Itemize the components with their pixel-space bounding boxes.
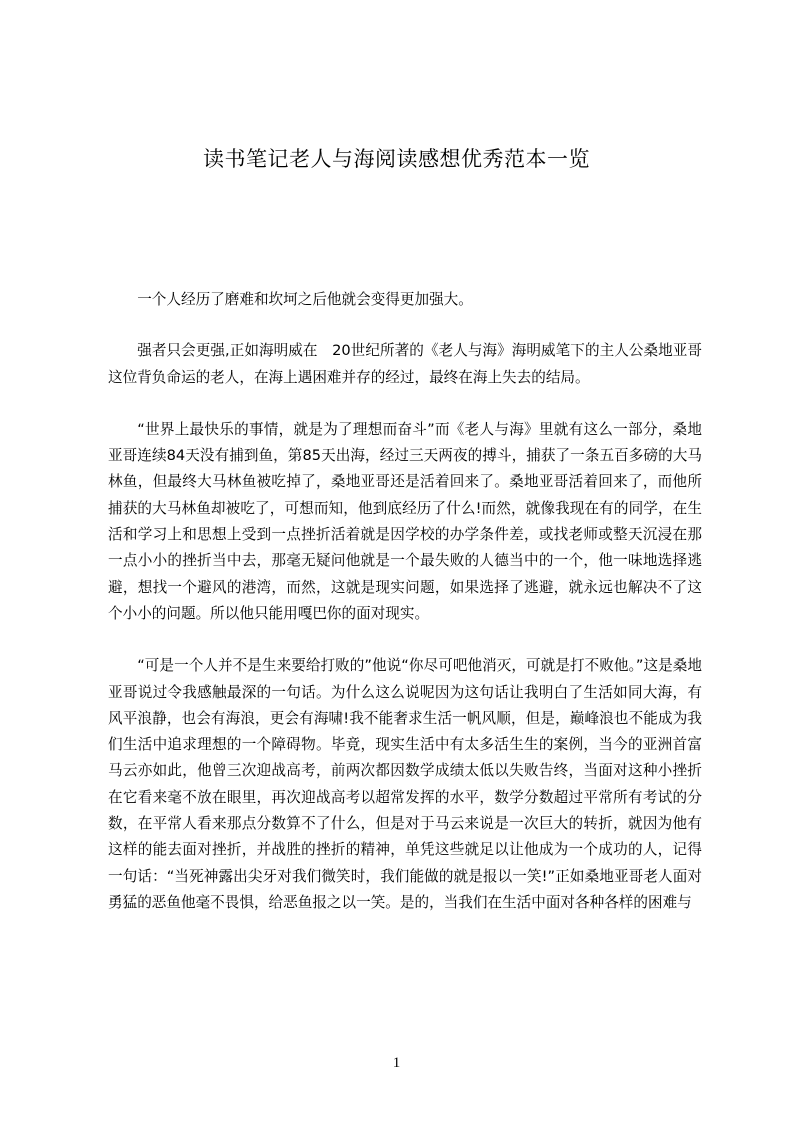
paragraph-1: 一个人经历了磨难和坎坷之后他就会变得更加强大。 <box>137 291 473 308</box>
paragraph-4: “可是一个人并不是生来要给打败的”他说“你尽可吧他消灭，可就是打不败他。”这是桑地亚哥说过令我感触最深的一句话。为什么这么说呢因为这句话让我明白了生活如同大海，有风平浪静，也会有海浪，更会有海啸!我不能奢求生活一帆风顺，但是，巅峰浪也不能成为我们生活中追求理想的一个障碍物。毕竟，现实生活中有太多活生生的案例，当今的亚洲首富马云亦如此，他曾三次迎战高考，前两次都因数学成绩太低以失败告终，当面对这种小挫折在它看来毫不放在眼里，再次迎战高考以超常发挥的水平，数学分数超过平常所有考试的分数，在平常人看来那点分数算不了什么，但是对于马云来说是一次巨大的转折，就因为他有这样的能去面对挫折，并战胜的挫折的精神，单凭这些就足以让他成为一个成功的人，记得一句话：“当死神露出尖牙对我们微笑时，我们能做的就是报以一笑!”正如桑地亚哥老人面对勇猛的恶鱼他毫不畏惧，给恶鱼报之以一笑。是的，当我们在生活中面对各种各样的困难与 <box>108 657 702 911</box>
document-body <box>108 287 702 916</box>
document-title: 读书笔记老人与海阅读感想优秀范本一览 <box>203 147 590 171</box>
paragraph-3: “世界上最快乐的事情，就是为了理想而奋斗”而《老人与海》里就有这么一部分，桑地亚哥连续84天没有捕到鱼，第85天出海，经过三天两夜的搏斗，捕获了一条五百多磅的大马林鱼，但最终大马林鱼被吃掉了，桑地亚哥还是活着回来了。桑地亚哥活着回来了，而他所捕获的大马林鱼却被吃了，可想而知，他到底经历了什么!而然，就像我现在有的同学，在生活和学习上和思想上受到一点挫折活着就是因学校的办学条件差，或找老师或整天沉浸在那一点小小的挫折当中去，那毫无疑问他就是一个最失败的人德当中的一个，他一味地选择逃避，想找一个避风的港湾，而然，这就是现实问题，如果选择了逃避，就永远也解决不了这个小小的问题。所以他只能用嘎巴你的面对现实。 <box>108 420 702 622</box>
page-number: 1 <box>392 1055 401 1071</box>
paragraph-2: 强者只会更强,正如海明威在 20世纪所著的《老人与海》海明威笔下的主人公桑地亚哥这位背负命运的老人，在海上遇困难并存的经过，最终在海上失去的结局。 <box>108 342 702 386</box>
